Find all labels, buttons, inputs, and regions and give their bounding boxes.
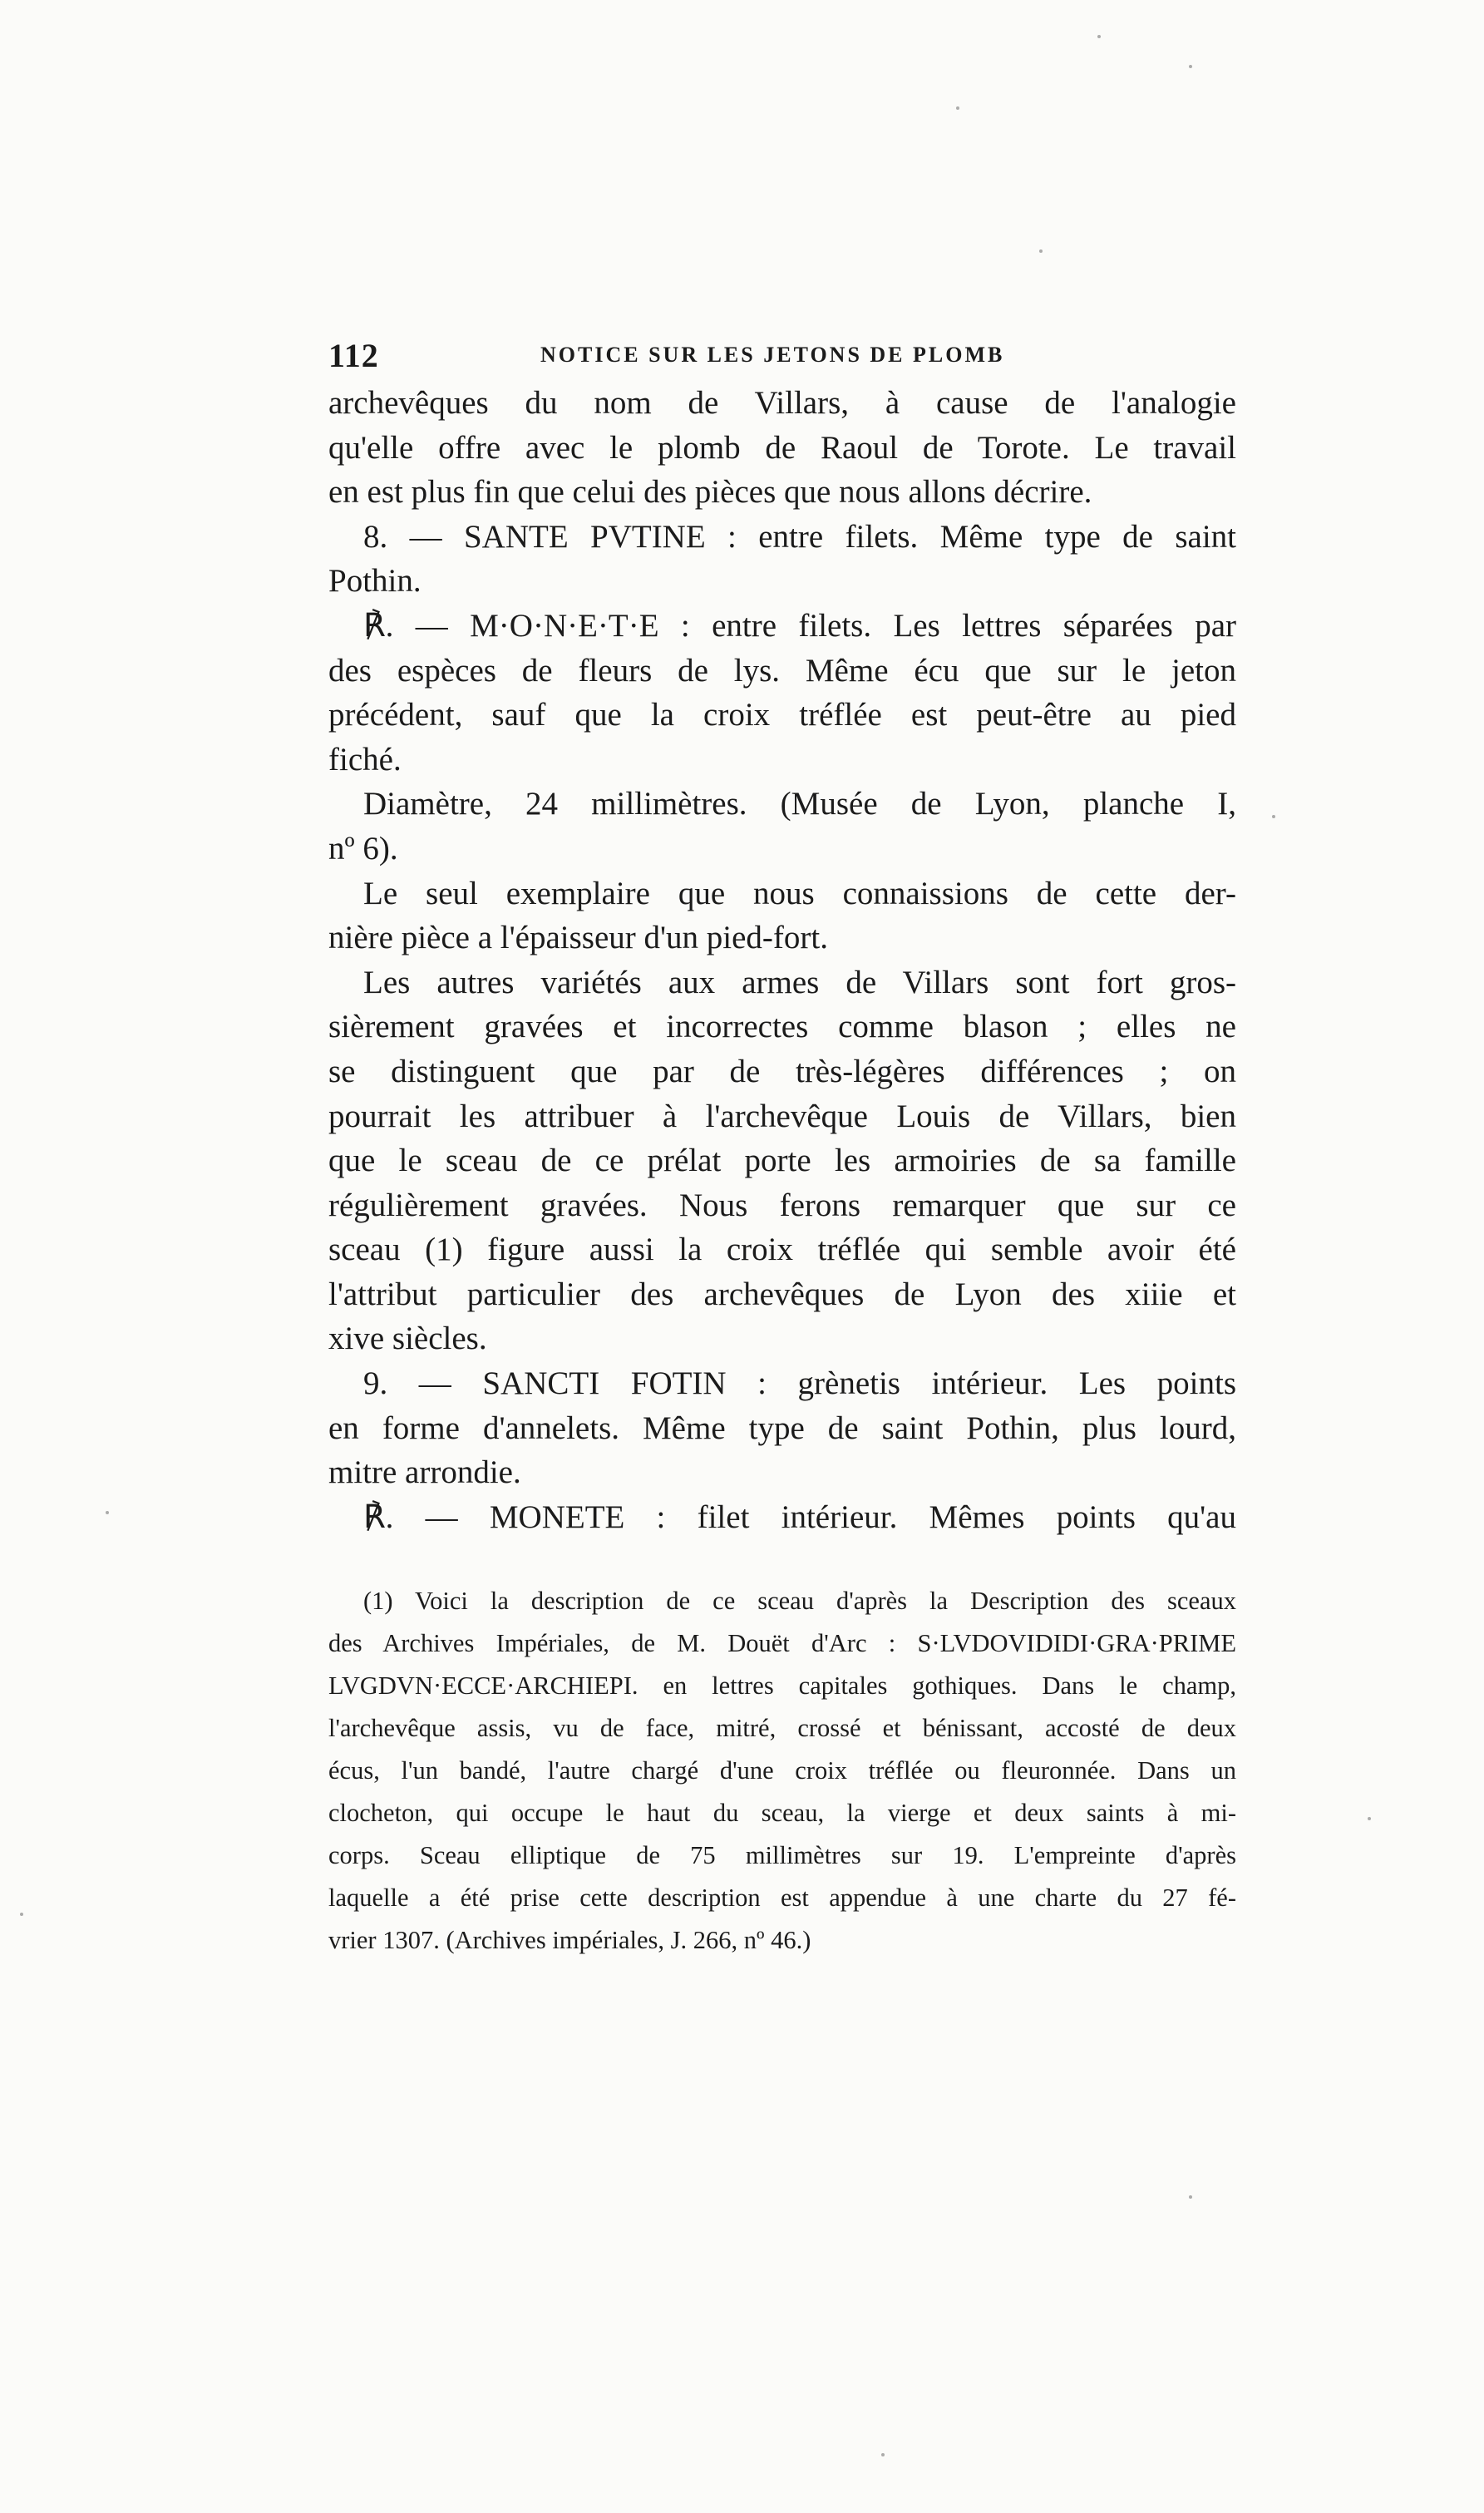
body-line: régulièrement gravées. Nous ferons remarquer que sur ce: [328, 1187, 1236, 1223]
body-line: ℟. — MONETE : filet intérieur. Mêmes points qu'au: [363, 1498, 1236, 1535]
scan-speck: [106, 1511, 109, 1514]
body-line: ℟. — M·O·N·E·T·E : entre filets. Les lettres séparées par: [363, 607, 1236, 644]
scan-speck: [1189, 2195, 1192, 2199]
footnote-line: l'archevêque assis, vu de face, mitré, crossé et bénissant, accosté de deux: [328, 1714, 1236, 1742]
page-header: [328, 336, 1260, 378]
body-line: l'attribut particulier des archevêques de Lyon des xiiie et: [328, 1276, 1236, 1312]
body-line: Le seul exemplaire que nous connaissions de cette der-: [363, 875, 1236, 911]
footnote-line: écus, l'un bandé, l'autre chargé d'une croix tréflée ou fleuronnée. Dans un: [328, 1756, 1236, 1785]
scan-speck: [1189, 65, 1192, 68]
body-line: sceau (1) figure aussi la croix tréflée qui semble avoir été: [328, 1232, 1236, 1268]
body-line: qu'elle offre avec le plomb de Raoul de Torote. Le travail: [328, 429, 1236, 466]
page-number: 112: [328, 337, 379, 374]
footnote-line: corps. Sceau elliptique de 75 millimètres sur 19. L'empreinte d'après: [328, 1841, 1236, 1869]
body-line: xive siècles.: [328, 1321, 487, 1357]
body-line: en forme d'annelets. Même type de saint Pothin, plus lourd,: [328, 1410, 1236, 1446]
scan-speck: [881, 2453, 885, 2456]
body-line: des espèces de fleurs de lys. Même écu que sur le jeton: [328, 652, 1236, 689]
body-line: mitre arrondie.: [328, 1454, 521, 1491]
scan-speck: [1097, 35, 1101, 38]
body-text: [328, 381, 1236, 1539]
footnote-line: vrier 1307. (Archives impériales, J. 266, nº 46.): [328, 1926, 811, 1954]
body-line: Les autres variétés aux armes de Villars sont fort gros-: [363, 964, 1236, 1000]
footnote-line: des Archives Impériales, de M. Douët d'Arc : S·LVDOVIDIDI·GRA·PRIME: [328, 1629, 1236, 1657]
body-line: 8. — SANTE PVTINE : entre filets. Même type de saint: [363, 518, 1236, 555]
body-line: archevêques du nom de Villars, à cause de l'analogie: [328, 385, 1236, 421]
scan-speck: [1039, 249, 1043, 253]
body-line: 9. — SANCTI FOTIN : grènetis intérieur. Les points: [363, 1365, 1236, 1402]
body-line: Diamètre, 24 millimètres. (Musée de Lyon, planche I,: [363, 786, 1236, 822]
body-line: nº 6).: [328, 830, 398, 866]
scan-speck: [1272, 815, 1275, 818]
body-line: sièrement gravées et incorrectes comme blason ; elles ne: [328, 1009, 1236, 1045]
body-line: fiché.: [328, 741, 402, 778]
footnote-line: clocheton, qui occupe le haut du sceau, la vierge et deux saints à mi-: [328, 1799, 1236, 1827]
scan-speck: [956, 106, 959, 110]
body-line: en est plus fin que celui des pièces que nous allons décrire.: [328, 474, 1092, 511]
body-line: précédent, sauf que la croix tréflée est peut-être au pied: [328, 697, 1236, 733]
body-line: Pothin.: [328, 563, 422, 600]
footnote: [328, 1580, 1236, 1962]
footnote-line: (1) Voici la description de ce sceau d'après la Description des sceaux: [363, 1587, 1236, 1615]
scan-speck: [1368, 1817, 1371, 1820]
body-line: que le sceau de ce prélat porte les armoiries de sa famille: [328, 1143, 1236, 1179]
body-line: nière pièce a l'épaisseur d'un pied-fort.: [328, 920, 828, 956]
scan-speck: [20, 1913, 23, 1916]
footnote-line: LVGDVN·ECCE·ARCHIEPI. en lettres capitales gothiques. Dans le champ,: [328, 1671, 1236, 1700]
body-line: se distinguent que par de très-légères différences ; on: [328, 1053, 1236, 1089]
footnote-line: laquelle a été prise cette description est appendue à une charte du 27 fé-: [328, 1884, 1236, 1912]
running-title: NOTICE SUR LES JETONS DE PLOMB: [540, 343, 1005, 367]
body-line: pourrait les attribuer à l'archevêque Louis de Villars, bien: [328, 1098, 1236, 1134]
